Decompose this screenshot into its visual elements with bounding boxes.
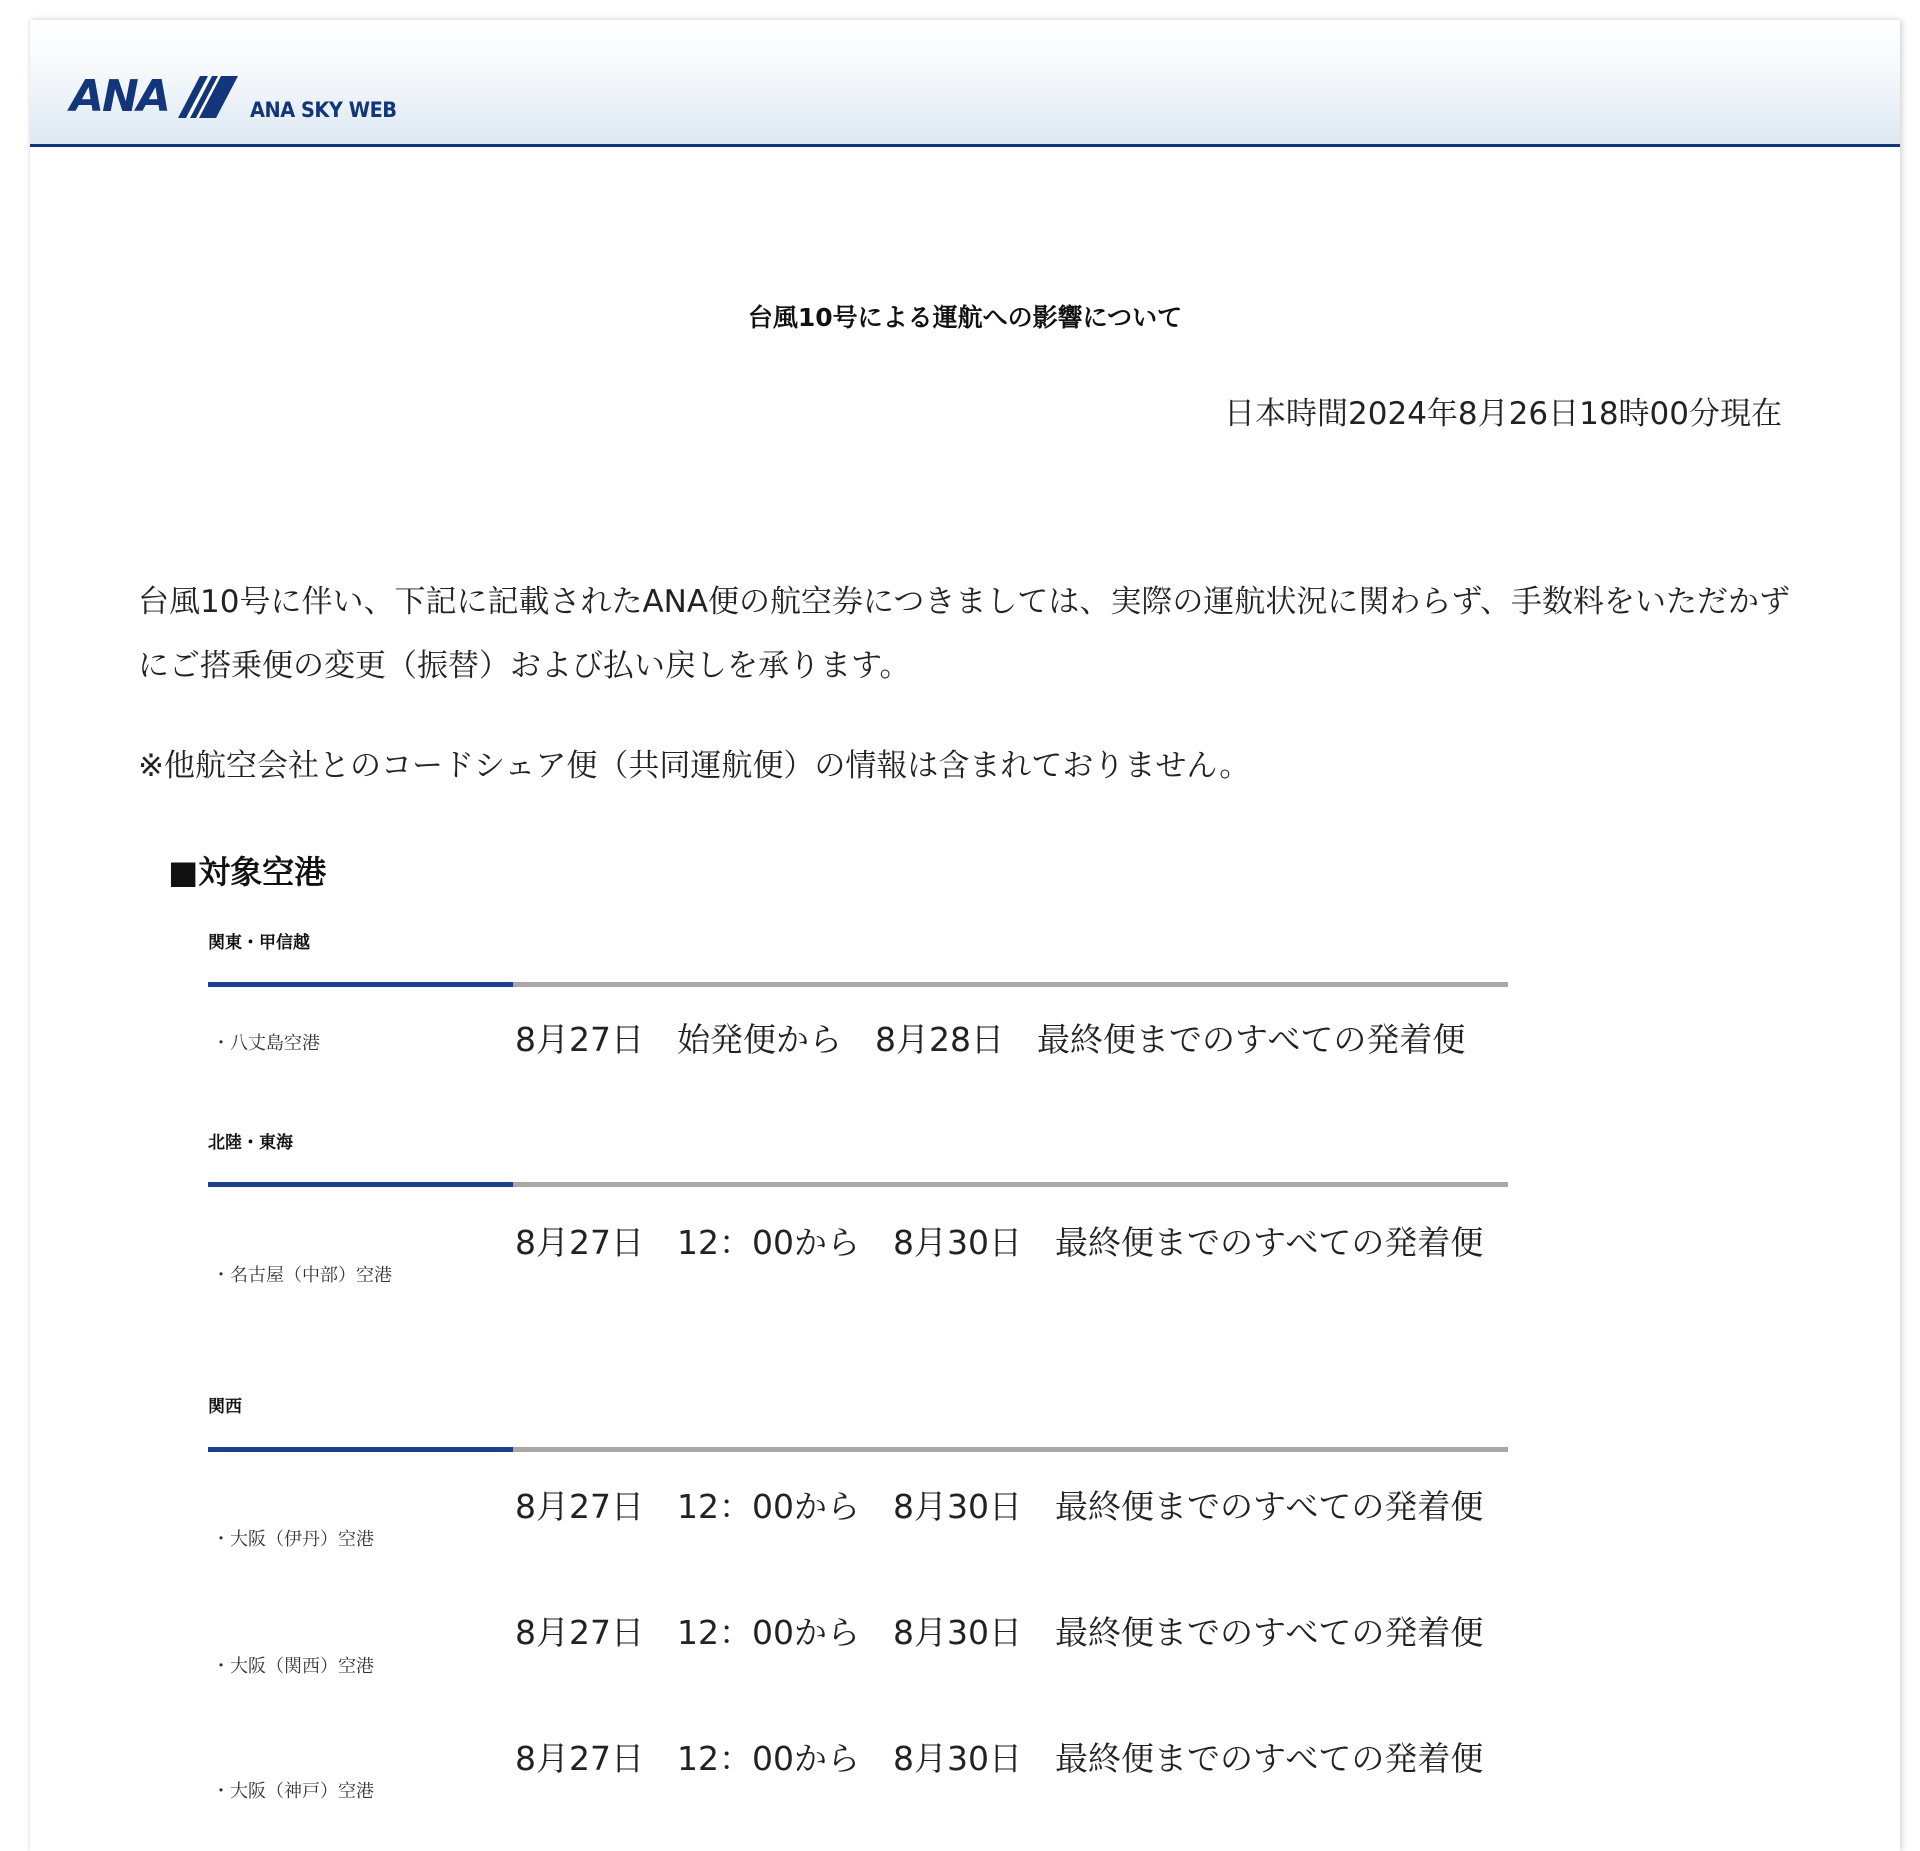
logo-wordmark: ANA	[70, 71, 169, 122]
region-label-kansai: 関西	[208, 1397, 242, 1417]
region-divider	[208, 1447, 1508, 1452]
airport-schedule-hachijojima	[515, 1009, 1515, 1071]
schedule-to-desc: 最終便までのすべての発着便	[1054, 1739, 1484, 1778]
airport-schedule-kansai	[515, 1602, 1515, 1664]
airport-name-itami: ・大阪（伊丹）空港	[212, 1529, 374, 1550]
schedule-from-date: 8月27日	[515, 1223, 644, 1262]
schedule-from-date: 8月27日	[515, 1020, 644, 1059]
region-divider-accent	[208, 1182, 513, 1187]
region-divider-accent	[208, 982, 513, 987]
schedule-to-date: 8月30日	[892, 1613, 1022, 1652]
airport-schedule-kobe	[515, 1728, 1515, 1790]
schedule-to-desc: 最終便までのすべての発着便	[1054, 1613, 1484, 1652]
region-label-hokuriku-tokai: 北陸・東海	[208, 1133, 293, 1153]
region-divider	[208, 982, 1508, 987]
schedule-to-date: 8月30日	[892, 1739, 1022, 1778]
schedule-from-time: 始発便から	[677, 1020, 842, 1059]
schedule-to-desc: 最終便までのすべての発着便	[1037, 1020, 1466, 1059]
codeshare-note: ※他航空会社とのコードシェア便（共同運航便）の情報は含まれておりません。	[138, 748, 1251, 784]
intro-paragraph: 台風10号に伴い、下記に記載されたANA便の航空券につきましては、実際の運航状況に関わらず、手数料をいただかずにご搭乗便の変更（振替）および払い戻しを承ります。	[138, 584, 1790, 684]
airport-name-kansai: ・大阪（関西）空港	[212, 1656, 374, 1677]
page-title: 台風10号による運航への影響について	[747, 303, 1183, 332]
airport-name-chubu: ・名古屋（中部）空港	[212, 1265, 392, 1286]
schedule-from-time: 12：00から	[677, 1223, 860, 1262]
page	[30, 20, 1900, 1851]
region-divider	[208, 1182, 1508, 1187]
region-divider-accent	[208, 1447, 513, 1452]
schedule-from-date: 8月27日	[515, 1487, 644, 1526]
update-timestamp: 日本時間2024年8月26日18時00分現在	[1224, 396, 1782, 432]
schedule-from-time: 12：00から	[677, 1739, 860, 1778]
schedule-from-date: 8月27日	[515, 1613, 644, 1652]
schedule-to-desc: 最終便までのすべての発着便	[1054, 1223, 1484, 1262]
section-heading-target-airports: ■対象空港	[168, 853, 327, 891]
airport-schedule-chubu	[515, 1212, 1515, 1274]
region-label-kanto: 関東・甲信越	[208, 933, 310, 953]
airport-schedule-itami	[515, 1476, 1515, 1538]
schedule-to-desc: 最終便までのすべての発着便	[1054, 1487, 1484, 1526]
schedule-from-time: 12：00から	[677, 1613, 860, 1652]
schedule-from-time: 12：00から	[677, 1487, 860, 1526]
airport-name-kobe: ・大阪（神戸）空港	[212, 1781, 374, 1802]
schedule-to-date: 8月30日	[892, 1487, 1022, 1526]
logo-stripes-icon	[178, 76, 238, 118]
site-name[interactable]: ANA SKY WEB	[250, 98, 397, 122]
site-header	[30, 20, 1900, 147]
schedule-to-date: 8月28日	[875, 1020, 1004, 1059]
schedule-from-date: 8月27日	[515, 1739, 644, 1778]
airport-name-hachijojima: ・八丈島空港	[212, 1033, 320, 1054]
schedule-to-date: 8月30日	[892, 1223, 1022, 1262]
